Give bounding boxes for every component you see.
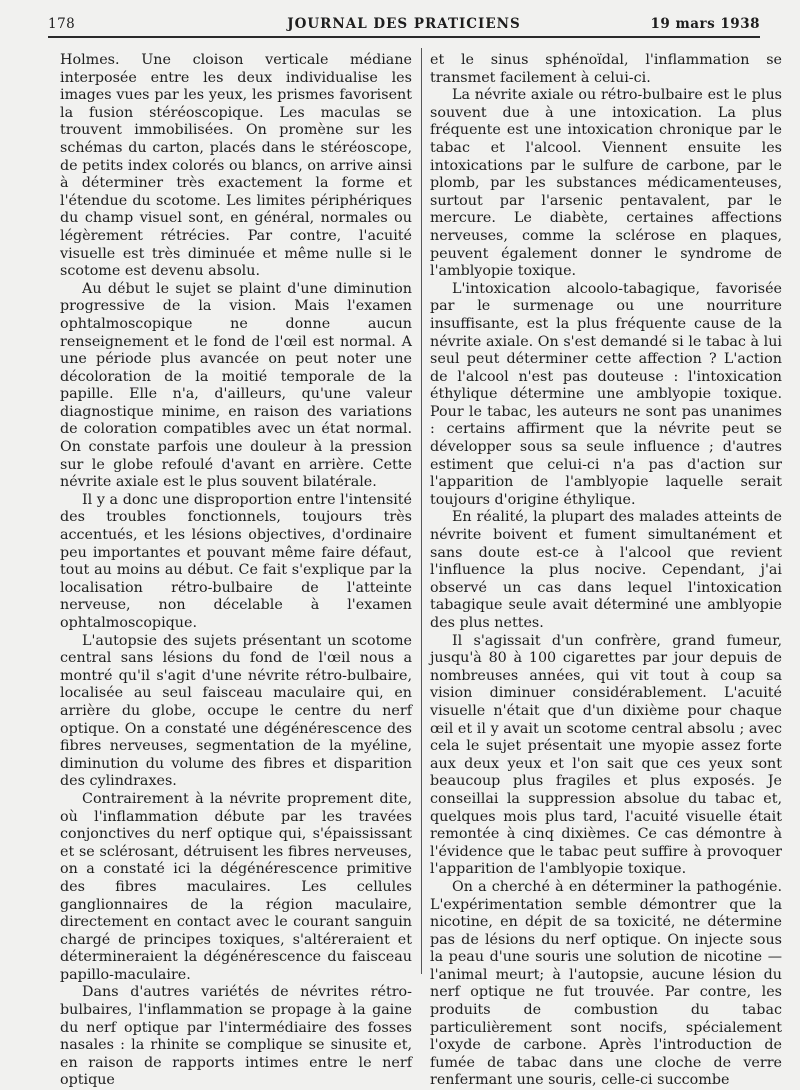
paragraph: Il s'agissait d'un confrère, grand fumeur, jusqu'à 80 à 100 cigarettes par jour depuis de nombreuses années, qui vit tout à coup sa vision diminuer considérablement. L'acuité visuelle n'était que d'un dixième pour chaque œil et il y avait un scotome central absolu ; avec cela le sujet présentait une myopie assez forte aux deux yeux et l'on sait que ces yeux sont beaucoup plus fragiles et plus exposés. Je conseillai la suppression absolue du tabac et, quelques mois plus tard, l'acuité visuelle était remontée à cinq dixièmes. Ce cas démontre à l'évidence que le tabac peut suffire à provoquer l'apparition de l'amblyopie toxique. (430, 632, 782, 878)
paragraph: Dans d'autres variétés de névrites rétro-bulbaires, l'inflammation se propage à la gaine du nerf optique par l'intermédiaire des fosses nasales : la rhinite se complique se sinusite et, en raison de rapports intimes entre le nerf optique (60, 984, 412, 1089)
paragraph: et le sinus sphénoïdal, l'inflammation se transmet facilement à celui-ci. (430, 52, 782, 86)
journal-title: JOURNAL DES PRATICIENS (287, 16, 521, 32)
column-divider (421, 48, 422, 974)
paragraph: On a cherché à en déterminer la pathogénie. L'expérimentation semble démontrer que la nicotine, en dépit de sa toxicité, ne détermine pas de lésions du nerf optique. On injecte sous la peau d'une souris une solution de nicotine — l'animal meurt; à l'autopsie, aucune lésion du nerf optique ne fut trouvée. Par contre, les produits de combustion du tabac particulièrement sont nocifs, spécialement l'oxyde de carbone. Après l'introduction de fumée de tabac dans une cloche de verre renfermant une souris, celle-ci succombe (430, 878, 782, 1089)
page-number: 178 (48, 16, 76, 32)
header-rule (48, 36, 760, 38)
paragraph: Contrairement à la névrite proprement dite, où l'inflammation débute par les travées conjonctives du nerf optique qui, s'épaississant et se sclérosant, détruisent les fibres nerveuses, on a constaté ici la dégénérescence primitive des fibres maculaires. Les cellules ganglionnaires de la région maculaire, directement en contact avec le courant sanguin chargé de principes toxiques, s'altéreraient et détermineraient la dégénérescence du faisceau papillo-maculaire. (60, 790, 412, 983)
paragraph: Holmes. Une cloison verticale médiane interposée entre les deux individualise les images vues par les yeux, les prismes favorisent la fusion stéréoscopique. Les maculas se trouvent immobilisées. On promène sur les schémas du carton, placés dans le stéréoscope, de petits index colorés ou blancs, on arrive ainsi à déterminer très exactement la forme et l'étendue du scotome. Les limites périphériques du champ visuel sont, en général, normales ou légèrement rétrécies. Par contre, l'acuité visuelle est très diminuée et même nulle si le scotome est devenu absolu. (60, 52, 412, 280)
paragraph: En réalité, la plupart des malades atteints de névrite boivent et fument simultanément et sans doute est-ce à l'alcool que revient l'influence la plus nocive. Cependant, j'ai observé un cas dans lequel l'intoxication tabagique seule avait déterminé une amblyopie des plus nettes. (430, 509, 782, 631)
paragraph: L'intoxication alcoolo-tabagique, favorisée par le surmenage ou une nourriture insuffisante, est la plus fréquente cause de la névrite axiale. On s'est demandé si le tabac à lui seul peut déterminer cette affection ? L'action de l'alcool n'est pas douteuse : l'intoxication éthylique détermine une amblyopie toxique. Pour le tabac, les auteurs ne sont pas unanimes : certains affirment que la névrite peut se développer sous sa seule influence ; d'autres estiment que celui-ci n'a pas d'action sur l'apparition de l'amblyopie laquelle serait toujours d'origine éthylique. (430, 280, 782, 508)
issue-date: 19 mars 1938 (650, 16, 760, 32)
paragraph: Il y a donc une disproportion entre l'intensité des troubles fonctionnels, toujours très accentués, et les lésions objectives, d'ordinaire peu importantes et pouvant même faire défaut, tout au moins au début. Ce fait s'explique par la localisation rétro-bulbaire de l'atteinte nerveuse, non décelable à l'examen ophtalmoscopique. (60, 491, 412, 631)
paragraph: Au début le sujet se plaint d'une diminution progressive de la vision. Mais l'examen ophtalmoscopique ne donne aucun renseignement et le fond de l'œil est normal. A une période plus avancée on peut noter une décoloration de la moitié temporale de la papille. Elle n'a, d'ailleurs, qu'une valeur diagnostique minime, en raison des variations de coloration compatibles avec un état normal. On constate parfois une douleur à la pression sur le globe refoulé d'avant en arrière. Cette névrite axiale est le plus souvent bilatérale. (60, 280, 412, 491)
paragraph: La névrite axiale ou rétro-bulbaire est le plus souvent due à une intoxication. La plus fréquente est une intoxication chronique par le tabac et l'alcool. Viennent ensuite les intoxications par le sulfure de carbone, par le plomb, par les substances médicamenteuses, surtout par l'arsenic pentavalent, par le mercure. Le diabète, certaines affections nerveuses, comme la sclérose en plaques, peuvent également donner le syndrome de l'amblyopie toxique. (430, 87, 782, 280)
running-header (48, 14, 760, 36)
paragraph: L'autopsie des sujets présentant un scotome central sans lésions du fond de l'œil nous a montré qu'il s'agit d'une névrite rétro-bulbaire, localisée au seul faisceau maculaire qui, en arrière du globe, occupe le centre du nerf optique. On a constaté une dégénérescence des fibres nerveuses, segmentation de la myéline, diminution du volume des fibres et disparition des cylindraxes. (60, 632, 412, 790)
left-column (60, 52, 412, 1090)
right-column (430, 52, 782, 1090)
